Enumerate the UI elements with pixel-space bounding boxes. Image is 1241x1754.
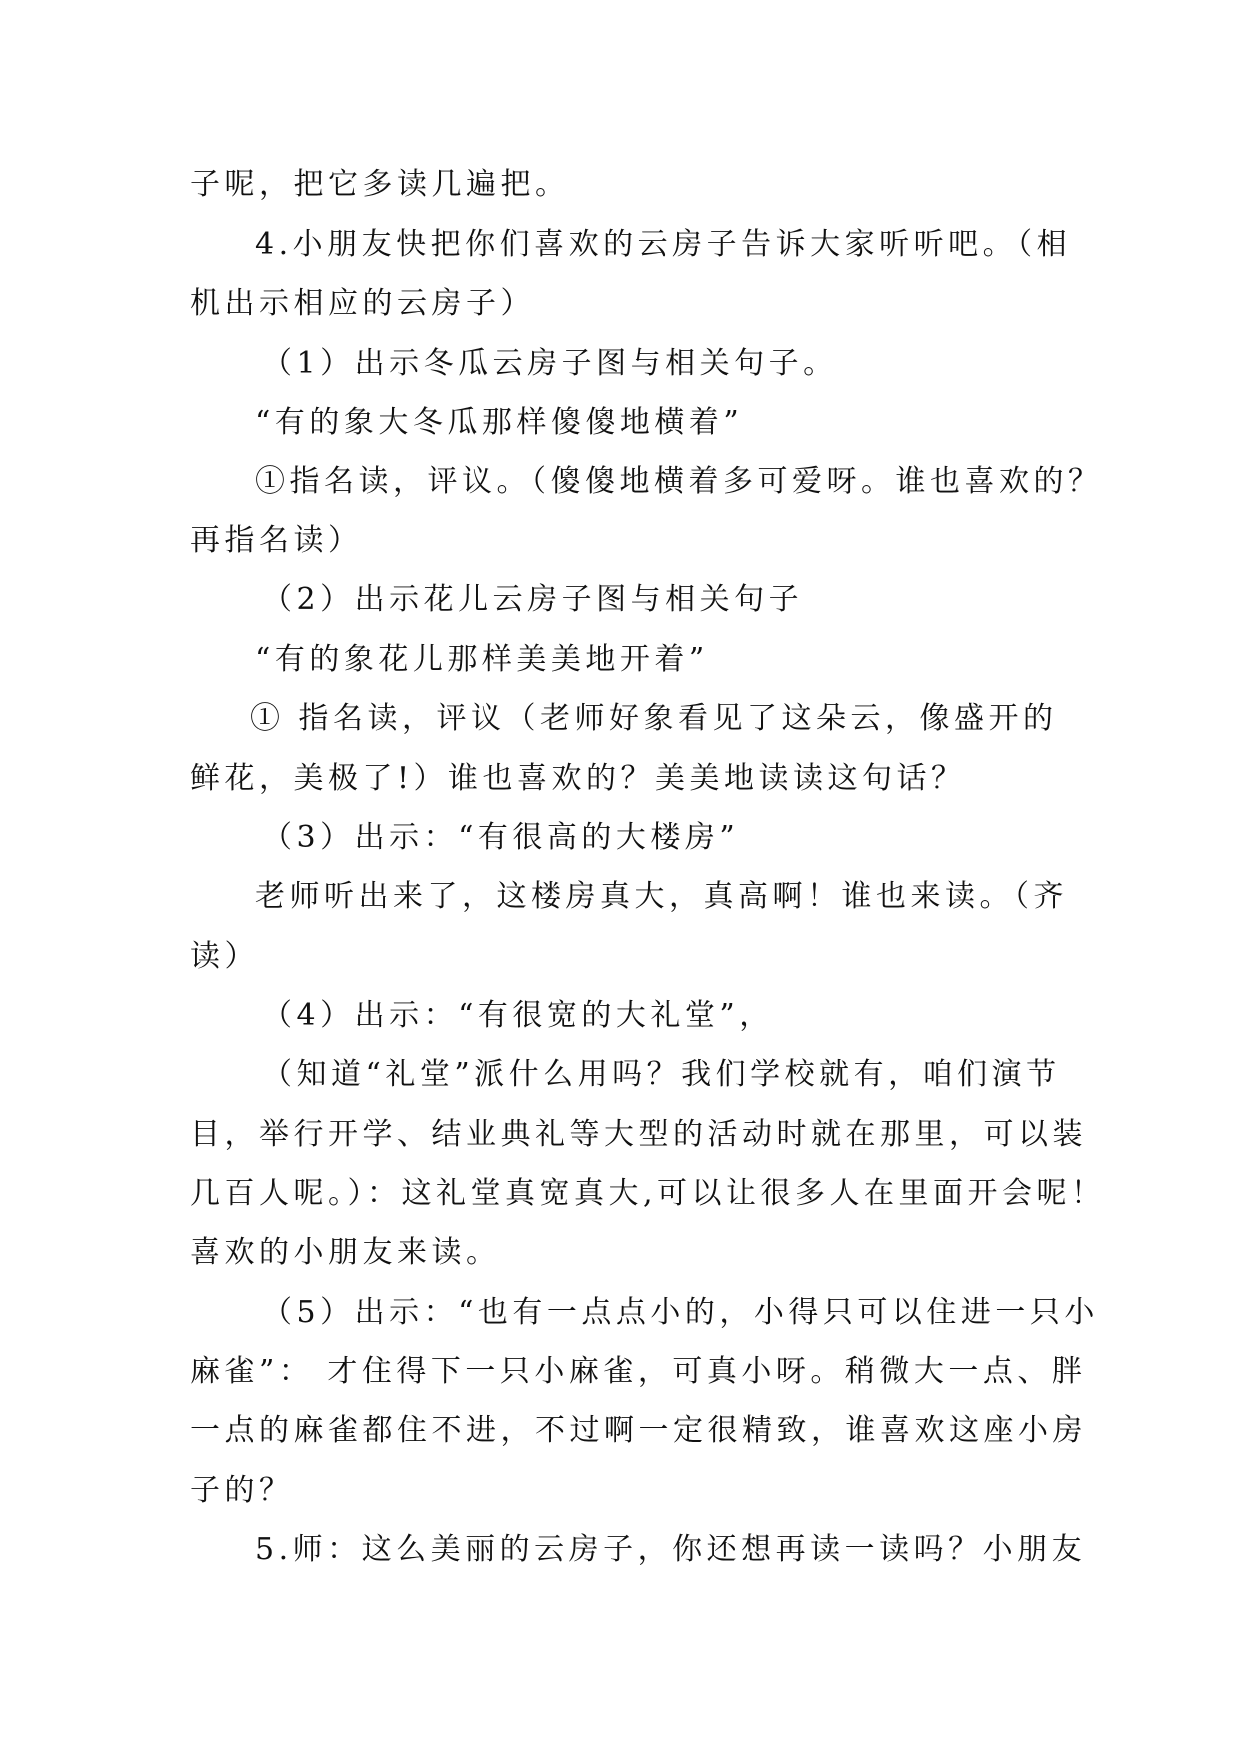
text-line: （3）出示：“有很高的大楼房” bbox=[262, 820, 740, 855]
text-line: 5.师：这么美丽的云房子，你还想再读一读吗？小朋友 bbox=[255, 1532, 1087, 1567]
text-line: 一点的麻雀都住不进，不过啊一定很精致，谁喜欢这座小房 bbox=[190, 1413, 1087, 1448]
text-line: 4.小朋友快把你们喜欢的云房子告诉大家听听吧。（相 bbox=[255, 227, 1072, 262]
text-line: （4）出示：“有很宽的大礼堂”， bbox=[262, 998, 774, 1033]
text-line: （1）出示冬瓜云房子图与相关句子。 bbox=[262, 346, 838, 381]
text-line: 子呢，把它多读几遍把。 bbox=[190, 167, 570, 202]
text-line: 鲜花，美极了!）谁也喜欢的？美美地读读这句话？ bbox=[190, 761, 966, 796]
text-line: ① 指名读，评议（老师好象看见了这朵云，像盛开的 bbox=[250, 701, 1058, 736]
text-line: 读） bbox=[190, 939, 259, 974]
text-line: 喜欢的小朋友来读。 bbox=[190, 1235, 501, 1270]
text-line: 几百人呢。）：这礼堂真宽真大,可以让很多人在里面开会呢！ bbox=[190, 1176, 1106, 1211]
text-line: “有的象大冬瓜那样傻傻地横着” bbox=[255, 405, 744, 440]
text-line: （5）出示：“也有一点点小的，小得只可以住进一只小 bbox=[262, 1295, 1099, 1330]
text-line: 机出示相应的云房子） bbox=[190, 286, 535, 321]
text-line: 子的？ bbox=[190, 1473, 294, 1508]
text-line: ①指名读，评议。（傻傻地横着多可爱呀。谁也喜欢的？ bbox=[255, 464, 1103, 499]
text-line: 目，举行开学、结业典礼等大型的活动时就在那里，可以装 bbox=[190, 1117, 1087, 1152]
text-line: （知道“礼堂”派什么用吗？我们学校就有，咱们演节 bbox=[262, 1057, 1061, 1092]
text-line: “有的象花儿那样美美地开着” bbox=[255, 642, 709, 677]
text-line: 再指名读） bbox=[190, 523, 363, 558]
text-line: 老师听出来了，这楼房真大，真高啊！谁也来读。（齐 bbox=[255, 879, 1068, 914]
text-line: 麻雀”： 才住得下一只小麻雀，可真小呀。稍微大一点、胖 bbox=[190, 1354, 1087, 1389]
text-line: （2）出示花儿云房子图与相关句子 bbox=[262, 582, 804, 617]
